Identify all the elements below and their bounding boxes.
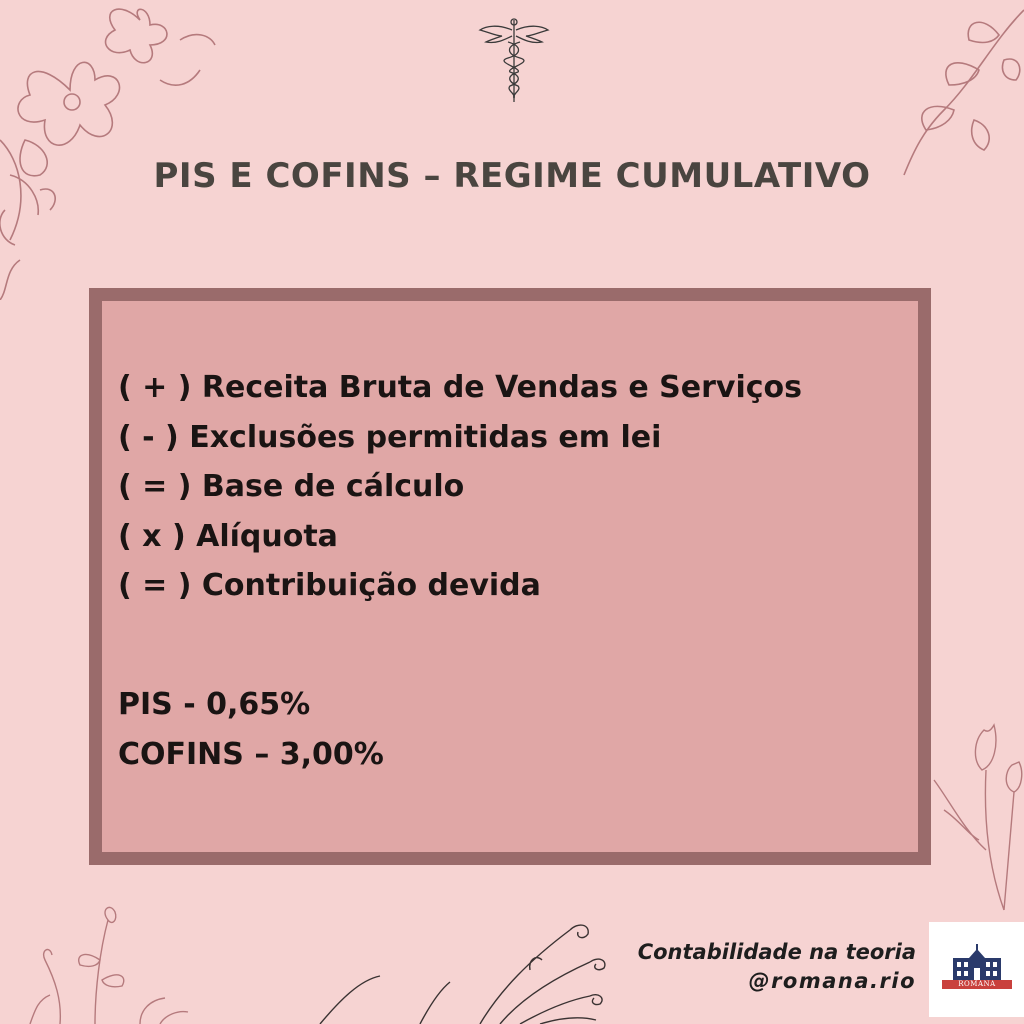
tulip-decoration-right: [924, 710, 1024, 920]
brand-logo: [929, 922, 1024, 1017]
formula-box: [89, 288, 931, 865]
rates-list: [118, 680, 384, 780]
formula-line-tax-base: ( = ) Base de cálculo: [118, 469, 465, 504]
formula-line-exclusions: ( - ) Exclusões permitidas em lei: [118, 419, 662, 455]
formula-line-rate: ( x ) Alíquota: [118, 518, 338, 554]
formula-list: [118, 363, 802, 611]
rate-pis: PIS - 0,65%: [118, 687, 311, 722]
caduceus-icon: [478, 16, 550, 106]
formula-line-gross-revenue: ( + ) Receita Bruta de Vendas e Serviços: [118, 370, 803, 405]
logo-wordmark: ROMANA: [942, 980, 1012, 989]
floral-decoration-bottom-left: [0, 900, 190, 1024]
building-icon: [949, 944, 1005, 982]
credit-handle: @romana.rio: [748, 969, 916, 993]
credit-tagline: Contabilidade na teoria: [637, 940, 916, 964]
floral-decoration-top-left: [0, 0, 220, 300]
author-credit: [638, 938, 916, 996]
formula-line-contribution-due: ( = ) Contribuição devida: [118, 568, 541, 603]
page-title: PIS E COFINS – REGIME CUMULATIVO: [153, 156, 871, 196]
rate-cofins: COFINS – 3,00%: [118, 737, 384, 772]
floral-decoration-bottom: [300, 910, 630, 1024]
